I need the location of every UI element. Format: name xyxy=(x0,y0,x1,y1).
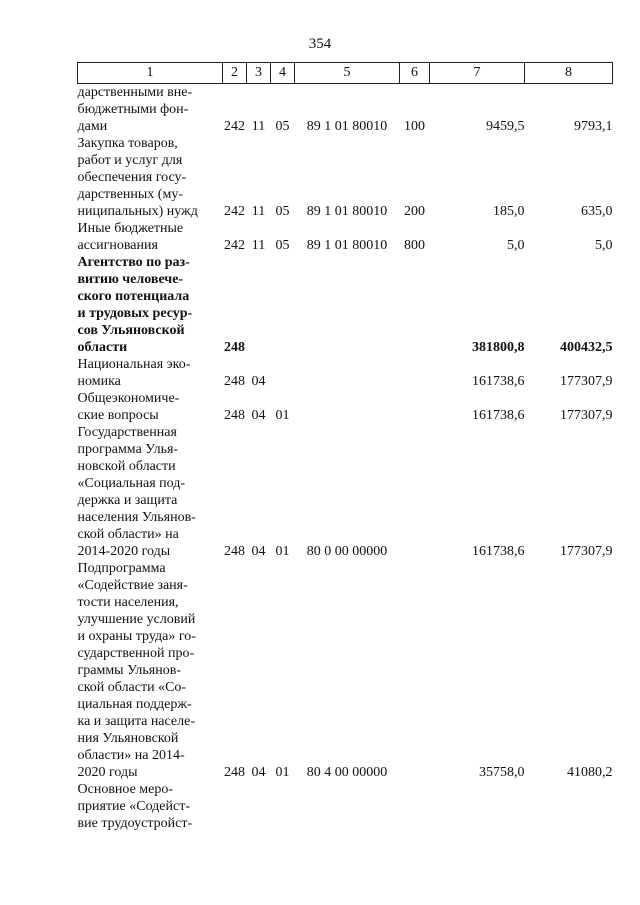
cell-expense-type xyxy=(400,390,430,424)
col-header-3: 3 xyxy=(247,63,271,84)
cell-expense-type xyxy=(400,356,430,390)
cell-subsection xyxy=(271,254,295,356)
cell-subsection: 01 xyxy=(275,765,290,780)
table-row xyxy=(78,560,613,781)
cell-ministry-code: 248 xyxy=(224,408,245,423)
cell-target-article: 89 1 01 80010 xyxy=(306,238,388,253)
table-row xyxy=(78,84,613,136)
cell-ministry-code: 248 xyxy=(224,765,245,780)
col-header-7: 7 xyxy=(430,63,525,84)
cell-section: 04 xyxy=(251,544,266,559)
col-header-8: 8 xyxy=(525,63,613,84)
cell-target-article xyxy=(295,356,400,390)
cell-expense-type: 800 xyxy=(404,238,425,253)
cell-amount-1: 9459,5 xyxy=(486,119,525,134)
cell-amount-2: 9793,1 xyxy=(574,119,613,134)
cell-section xyxy=(247,781,271,832)
cell-amount-1: 161738,6 xyxy=(472,374,525,389)
table-row xyxy=(78,254,613,356)
row-description: Основное меро- приятие «Содейст- вие трудоустройст- xyxy=(77,782,193,831)
cell-section: 11 xyxy=(251,119,266,134)
cell-expense-type: 100 xyxy=(404,119,425,134)
cell-subsection: 05 xyxy=(275,119,290,134)
cell-amount-1 xyxy=(430,781,525,832)
cell-section: 11 xyxy=(251,238,266,253)
row-description: Подпрограмма «Содействие заня- тости населения, улучшение условий и охраны труда» го- сударственной про- граммы Ульянов- ской области «Со- циальная поддерж- ка и защита населе- ния Ульяновской области» на 2014- 2020 годы xyxy=(77,561,196,780)
cell-section: 11 xyxy=(251,204,266,219)
cell-ministry-code: 242 xyxy=(224,204,245,219)
row-description: дарственными вне- бюджетными фон- дами xyxy=(77,85,193,134)
cell-subsection xyxy=(271,356,295,390)
cell-subsection: 01 xyxy=(275,408,290,423)
row-description: Национальная эко- номика xyxy=(77,357,191,389)
cell-expense-type xyxy=(400,560,430,781)
cell-amount-1: 161738,6 xyxy=(472,408,525,423)
row-description: Агентство по раз- витию человече- ского потенциала и трудовых ресур- сов Ульяновской области xyxy=(77,255,193,355)
cell-section xyxy=(247,254,271,356)
cell-amount-2: 41080,2 xyxy=(567,765,613,780)
cell-amount-2: 177307,9 xyxy=(560,544,613,559)
cell-target-article: 89 1 01 80010 xyxy=(306,204,388,219)
cell-amount-1: 185,0 xyxy=(493,204,525,219)
cell-target-article: 80 4 00 00000 xyxy=(306,765,388,780)
cell-section: 04 xyxy=(251,765,266,780)
col-header-2: 2 xyxy=(223,63,247,84)
cell-ministry-code: 248 xyxy=(224,340,245,355)
table-row xyxy=(78,356,613,390)
col-header-5: 5 xyxy=(295,63,400,84)
cell-target-article xyxy=(295,781,400,832)
cell-amount-2: 177307,9 xyxy=(560,374,613,389)
cell-amount-2: 400432,5 xyxy=(560,340,613,355)
table-row xyxy=(78,220,613,254)
col-header-6: 6 xyxy=(400,63,430,84)
cell-amount-2 xyxy=(525,781,613,832)
row-description: Государственная программа Улья- новской области «Социальная под- держка и защита населения Ульянов- ской области» на 2014-2020 годы xyxy=(77,425,196,559)
cell-subsection: 05 xyxy=(275,238,290,253)
cell-subsection: 01 xyxy=(275,544,290,559)
row-description: Общеэкономиче- ские вопросы xyxy=(77,391,180,423)
cell-amount-1: 35758,0 xyxy=(479,765,525,780)
col-header-4: 4 xyxy=(271,63,295,84)
cell-target-article xyxy=(295,254,400,356)
page-number: 354 xyxy=(308,36,332,52)
table-row xyxy=(78,424,613,560)
cell-amount-2: 177307,9 xyxy=(560,408,613,423)
cell-ministry-code: 248 xyxy=(224,544,245,559)
header-row xyxy=(78,63,613,84)
cell-section: 04 xyxy=(251,374,266,389)
budget-table xyxy=(77,62,613,832)
cell-target-article xyxy=(295,390,400,424)
row-description: Закупка товаров, работ и услуг для обеспечения госу- дарственных (му- ниципальных) нужд xyxy=(77,136,198,219)
table-row xyxy=(78,781,613,832)
cell-expense-type: 200 xyxy=(404,204,425,219)
cell-expense-type xyxy=(400,424,430,560)
table-row xyxy=(78,135,613,220)
cell-amount-1: 5,0 xyxy=(507,238,525,253)
cell-subsection: 05 xyxy=(275,204,290,219)
cell-ministry-code xyxy=(223,781,247,832)
cell-subsection xyxy=(271,781,295,832)
cell-amount-1: 381800,8 xyxy=(472,340,525,355)
table-row xyxy=(78,390,613,424)
cell-target-article: 89 1 01 80010 xyxy=(306,119,388,134)
cell-amount-1: 161738,6 xyxy=(472,544,525,559)
cell-section: 04 xyxy=(251,408,266,423)
cell-target-article: 80 0 00 00000 xyxy=(306,544,388,559)
cell-expense-type xyxy=(400,781,430,832)
col-header-1: 1 xyxy=(78,63,223,84)
cell-amount-2: 5,0 xyxy=(595,238,613,253)
cell-ministry-code: 248 xyxy=(224,374,245,389)
row-description: Иные бюджетные ассигнования xyxy=(77,221,184,253)
cell-ministry-code: 242 xyxy=(224,119,245,134)
cell-expense-type xyxy=(400,254,430,356)
cell-ministry-code: 242 xyxy=(224,238,245,253)
cell-amount-2: 635,0 xyxy=(581,204,613,219)
